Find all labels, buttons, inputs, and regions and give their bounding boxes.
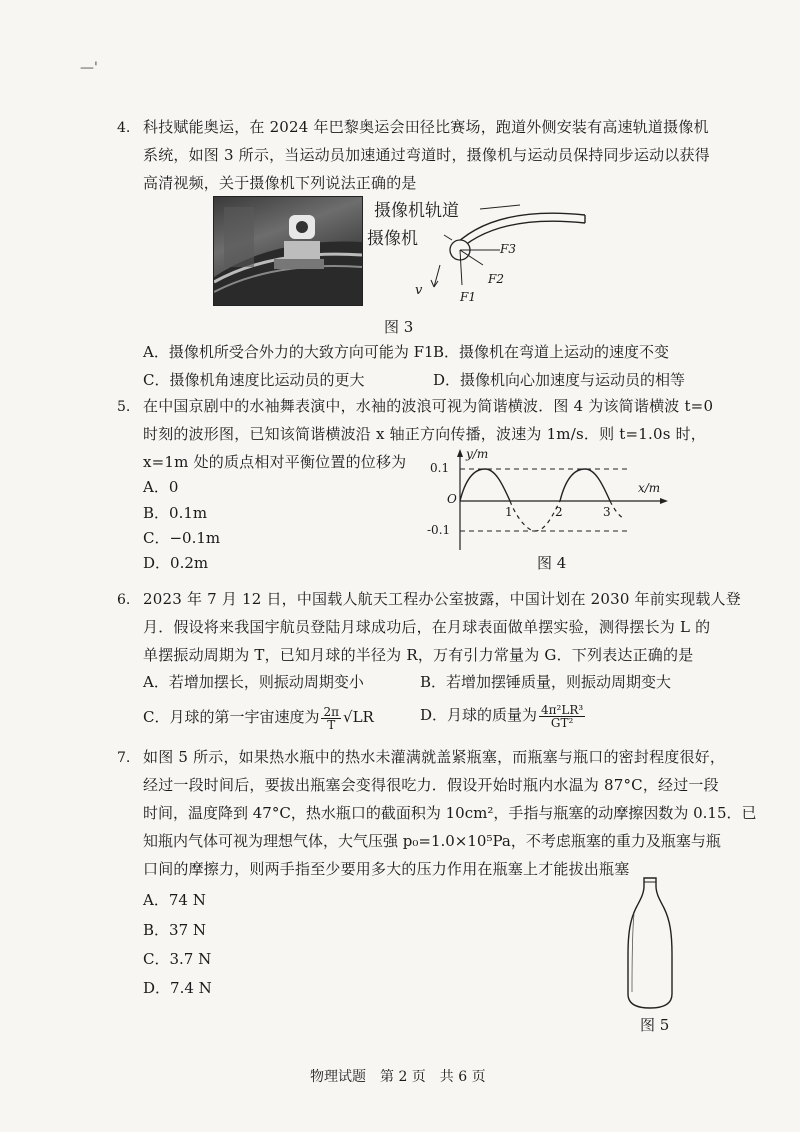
figure3-caption: 图 3 — [384, 318, 414, 336]
camera-label: 摄像机 — [367, 229, 418, 249]
q4-line1: 科技赋能奥运，在 2024 年巴黎奥运会田径比赛场，跑道外侧安装有高速轨道摄像机 — [143, 118, 709, 136]
q7-option-b: B．37 N — [143, 921, 207, 939]
x-tick-1: 1 — [505, 505, 513, 519]
q7-option-a: A．74 N — [143, 891, 206, 909]
q6-option-d-numerator: 4π²LR³ — [541, 702, 584, 717]
figure5-caption: 图 5 — [640, 1016, 670, 1034]
q6-line2: 月．假设将来我国宇航员登陆月球成功后，在月球表面做单摆实验，测得摆长为 L 的 — [143, 618, 711, 636]
q5-line3: x=1m 处的质点相对平衡位置的位移为 — [143, 453, 407, 471]
q5-line2: 时刻的波形图，已知该简谐横波沿 x 轴正方向传播，波速为 1m/s．则 t=1.0s 时， — [143, 425, 706, 443]
q5-option-a: A．0 — [143, 478, 179, 496]
origin-label: O — [447, 492, 457, 506]
q6-option-c-root: √LR — [343, 708, 374, 726]
q7-option-c: C．3.7 N — [143, 950, 212, 968]
q5-option-c: C．−0.1m — [143, 529, 221, 547]
q5-option-d: D．0.2m — [143, 554, 209, 572]
y-tick-bottom: -0.1 — [427, 523, 451, 537]
q6-option-d-fraction — [539, 704, 585, 729]
q4-option-d: D．摄像机向心加速度与运动员的相等 — [433, 371, 686, 389]
q6-option-c-fraction — [321, 706, 341, 731]
q7-line5: 口间的摩擦力，则两手指至少要用多大的压力作用在瓶塞上才能拔出瓶塞 — [143, 860, 630, 878]
q7-line2: 经过一段时间后，要拔出瓶塞会变得很吃力．假设开始时瓶内水温为 87°C，经过一段 — [143, 776, 719, 794]
f1-label: F1 — [460, 290, 476, 304]
wave-graph — [420, 445, 670, 555]
q6-option-a: A．若增加摆长，则振动周期变小 — [143, 673, 364, 691]
q5-option-b: B．0.1m — [143, 504, 208, 522]
q4-line3: 高清视频，关于摄像机下列说法正确的是 — [143, 174, 417, 192]
q6-number: 6. — [117, 592, 131, 608]
q5-line1: 在中国京剧中的水袖舞表演中，水袖的波浪可视为简谐横波．图 4 为该简谐横波 t=0 — [143, 397, 714, 415]
camera-photo-drawing — [214, 197, 362, 305]
figure4-caption: 图 4 — [537, 554, 567, 572]
q6-option-c-prefix: C．月球的第一宇宙速度为 — [143, 708, 320, 726]
q6-option-d — [420, 700, 587, 730]
q6-option-c — [143, 702, 374, 732]
v-label: v — [415, 283, 423, 298]
camera-photo — [213, 196, 363, 306]
q6-option-c-numerator: 2π — [323, 704, 340, 719]
q6-option-d-prefix: D．月球的质量为 — [420, 706, 538, 724]
q6-line3: 单摆振动周期为 T，已知月球的半径为 R，万有引力常量为 G．下列表达正确的是 — [143, 646, 694, 664]
x-axis-label: x/m — [638, 481, 661, 495]
q7-option-d: D．7.4 N — [143, 979, 212, 997]
q4-number: 4. — [117, 120, 131, 136]
q5-number: 5. — [117, 399, 131, 415]
q7-line1: 如图 5 所示，如果热水瓶中的热水未灌满就盖紧瓶塞，而瓶塞与瓶口的密封程度很好， — [143, 748, 726, 766]
y-tick-top: 0.1 — [430, 461, 450, 475]
q4-option-c: C．摄像机角速度比运动员的更大 — [143, 371, 365, 389]
q4-line2: 系统，如图 3 所示，当运动员加速通过弯道时，摄像机与运动员保持同步运动以获得 — [143, 146, 710, 164]
q6-line1: 2023 年 7 月 12 日，中国载人航天工程办公室披露，中国计划在 2030 年前实现载人登 — [143, 590, 741, 608]
q7-number: 7. — [117, 750, 131, 766]
f2-label: F2 — [488, 272, 504, 286]
q6-option-c-denominator: T — [327, 717, 336, 732]
page-footer: 物理试题 第 2 页 共 6 页 — [310, 1069, 486, 1085]
q4-option-b: B．摄像机在弯道上运动的速度不变 — [433, 343, 670, 361]
q7-line3: 时间，温度降到 47°C，热水瓶口的截面积为 10cm²，手指与瓶塞的动摩擦因数为 0.15．已 — [143, 804, 757, 822]
corner-mark: —' — [80, 60, 98, 76]
x-tick-2: 2 — [555, 505, 563, 519]
thermos-bottle-drawing — [620, 874, 680, 1014]
q6-option-b: B．若增加摆锤质量，则振动周期变大 — [420, 673, 672, 691]
q7-line4: 知瓶内气体可视为理想气体，大气压强 p₀=1.0×10⁵Pa，不考虑瓶塞的重力及瓶塞与瓶 — [143, 832, 721, 850]
f3-label: F3 — [500, 242, 516, 256]
track-label: 摄像机轨道 — [374, 201, 459, 221]
y-axis-label: y/m — [466, 447, 489, 461]
q4-option-a: A．摄像机所受合外力的大致方向可能为 F1 — [143, 343, 434, 361]
x-tick-3: 3 — [603, 505, 611, 519]
q6-option-d-denominator: GT² — [550, 715, 574, 730]
